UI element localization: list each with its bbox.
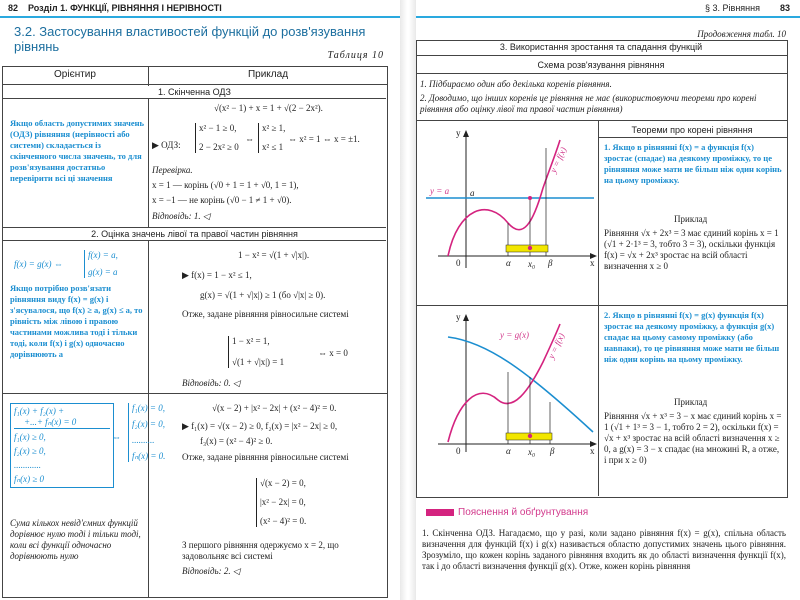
row2-equation: 1 − x² = √(1 + √|x|). xyxy=(238,250,310,260)
row3-box-line: fₙ(x) ≥ 0 xyxy=(14,474,45,484)
g1-a: a xyxy=(470,188,475,198)
row1-answer: Відповідь: 1. ◁ xyxy=(152,211,210,221)
row3-sys2-line: √(x − 2) = 0, xyxy=(260,478,306,488)
row2-sys2-line: √(1 + √|x|) = 1 xyxy=(232,357,285,367)
band-estimation: 2. Оцінка значень лівої та правої частин рівняння xyxy=(3,227,386,241)
explain-text: 1. Скінченна ОДЗ. Нагадаємо, що у разі, коли задано рівняння f(x) = g(x), спільна область визначення для функцій f(x) і g(x) називається областю допустимих значень цього рівняння. Зрозуміло, що кожен корінь заданого рівняння входить як до області визначення функції f(x), так і до області визначення функції g(x). Отже, кожен корінь рівняння xyxy=(422,528,786,571)
g1-alpha: α xyxy=(506,258,511,268)
row3-sys-line: .......... xyxy=(132,435,155,445)
odz-result: ⇔ x² = 1 ⇔ x = ±1. xyxy=(288,134,360,144)
row3-answer: Відповідь: 2. ◁ xyxy=(182,566,240,576)
band-finite-odz: 1. Скінченна ОДЗ xyxy=(3,86,386,99)
row2-step-3: Отже, задане рівняння рівносильне системі xyxy=(182,309,349,319)
scheme-title: Схема розв'язування рівняння xyxy=(537,60,665,70)
col-divider xyxy=(148,66,149,597)
row2-sys-result: ⇔ x = 0 xyxy=(318,348,348,358)
right-header-title: § 3. Рівняння xyxy=(705,3,760,13)
example-label-2: Приклад xyxy=(674,397,708,407)
g1-y-label: y xyxy=(456,128,461,138)
check-label: Перевірка. xyxy=(152,165,193,175)
theorem-2: 2. Якщо в рівнянні f(x) = g(x) функція f(x) зростає на деякому проміжку, а функція g(x) спадає на цьому самому проміжку (або навпаки), то це рівняння може мати не більш ніж один корінь на цьому проміжку. xyxy=(604,310,780,364)
row-divider xyxy=(416,305,787,306)
row3-box-line: f₁(x) + f₂(x) + xyxy=(14,406,65,416)
g2-y-label: y xyxy=(456,312,461,322)
g1-x-label: x xyxy=(590,258,595,268)
row3-box xyxy=(10,403,114,488)
g2-alpha: α xyxy=(506,446,511,456)
g1-yf: y = f(x) xyxy=(548,145,569,175)
header-rule xyxy=(416,16,800,18)
explain-marker xyxy=(426,509,454,516)
g1-ya: y = a xyxy=(430,186,450,196)
row2-sys-line: f(x) = a, xyxy=(88,250,118,260)
odz-sys2-line: x² ≤ 1 xyxy=(262,142,284,152)
theorems-title: Теореми про корені рівняння xyxy=(631,125,753,135)
row3-step-2: f₃(x) = (x² − 4)² ≥ 0. xyxy=(200,436,273,446)
right-page xyxy=(416,0,800,600)
row3-sys-line: f₂(x) = 0, xyxy=(132,419,165,429)
row1-guide-text: Якщо область допустимих значень (ОДЗ) рівняння (нерівності або системи) складається із скінченного числа значень, то для розв'язування достатньо перевірити всі ці значення xyxy=(10,118,144,183)
g2-x-label: x xyxy=(590,446,595,456)
row2-step-2: g(x) = √(1 + √|x|) ≥ 1 (бо √|x| ≥ 0). xyxy=(200,290,326,300)
section-title: 3.2. Застосування властивостей функцій до розв'язування рівнянь xyxy=(14,24,366,54)
row2-system xyxy=(228,336,284,368)
g1-x0: x₀ xyxy=(528,259,536,269)
header-divider xyxy=(2,84,387,85)
header-rule xyxy=(0,16,400,18)
row3-box-line: ............ xyxy=(14,460,41,470)
example-2: Рівняння √x + x³ = 3 − x має єдиний корінь x = 1 (√1 + 1³ = 3 − 1, тобто 2 = 2), оскільки f(x) = √x + x³ зростає на всій області визначення x ≥ 0, а g(x) = 3 − x спадає (на множині R, а отже, і при x ≥ 0) xyxy=(604,411,782,465)
g2-yg: y = g(x) xyxy=(500,330,530,340)
check-line-2: x = −1 — не корінь (√0 − 1 ≠ 1 + √0). xyxy=(152,195,292,205)
right-header xyxy=(416,0,800,16)
left-header-title: Розділ 1. ФУНКЦІЇ, РІВНЯННЯ І НЕРІВНОСТІ xyxy=(28,3,222,13)
g2-yf: y = f(x) xyxy=(546,331,567,361)
odz-system xyxy=(195,123,239,153)
g2-beta: β xyxy=(550,446,555,456)
row2-formula-system xyxy=(84,250,118,278)
example-1: Рівняння √x + 2x³ = 3 має єдиний корінь x = 1 (√1 + 2·1³ = 3, тобто 3 = 3), оскільки функція f(x) = √x + 2x³ зростає на всій області визначення x ≥ 0 xyxy=(604,228,779,271)
row3-system xyxy=(128,403,165,462)
row3-sys-line: f₁(x) = 0, xyxy=(132,403,165,413)
row3-sys2-line: (x² − 4)² = 0. xyxy=(260,516,307,526)
g1-beta: β xyxy=(548,258,553,268)
scheme-step-2: 2. Доводимо, що інших коренів це рівняння не має (використовуючи теореми про корені рівняння або оцінку лівої та правої частин рівняння) xyxy=(420,93,757,114)
row-divider xyxy=(599,137,787,138)
check-line-1: x = 1 — корінь (√0 + 1 = 1 + √0, 1 = 1), xyxy=(152,180,299,190)
continuation-caption: Продовження табл. 10 xyxy=(697,29,786,39)
scheme-step-1: 1. Підбираємо один або декілька коренів рівняння. xyxy=(420,79,612,89)
col-divider xyxy=(598,120,599,496)
left-header xyxy=(0,0,400,16)
row2-step-1: ▶ f(x) = 1 − x² ≤ 1, xyxy=(182,270,252,280)
row-divider xyxy=(416,73,787,74)
row1-odz-label xyxy=(152,140,181,151)
row3-step-4: З першого рівняння одержуємо x = 2, що задовольняє всі системі xyxy=(182,540,339,561)
row3-step-1: ▶ f₁(x) = √(x − 2) ≥ 0, f₂(x) = |x² − 2x| ≥ 0, xyxy=(182,421,338,431)
row2-guide-text: Якщо потрібно розв'язати рівняння виду f(x) = g(x) і з'ясувалося, що f(x) ≥ a, g(x) ≤ a, то рівність між лівою і правою частинами можлива тоді і тільки тоді, коли f(x) і g(x) одночасно дорівнюють a xyxy=(10,283,143,359)
row1-equation: √(x² − 1) + x = 1 + √(2 − 2x²). xyxy=(214,103,323,113)
odz-sys2-line: x² ≥ 1, xyxy=(262,123,286,133)
row2-formula-left: f(x) = g(x) xyxy=(14,259,52,269)
example-label-1: Приклад xyxy=(674,214,708,224)
row3-system-2 xyxy=(256,478,306,527)
odz-system-2 xyxy=(258,123,285,153)
odz-sys-line: 2 − 2x² ≥ 0 xyxy=(199,142,239,152)
col-header-guide: Орієнтир xyxy=(54,69,96,80)
table-caption: Таблиця 10 xyxy=(327,50,384,61)
row3-guide-text: Сума кількох невід'ємних функцій дорівнює нулю тоді і тільки тоді, коли всі функції одночасно дорівнюють нулю xyxy=(10,518,141,561)
row3-box-line: +...+ fₙ(x) = 0 xyxy=(14,417,110,429)
col-header-example: Приклад xyxy=(247,69,289,80)
row3-step-3: Отже, задане рівняння рівносильне системі xyxy=(182,452,349,462)
equiv-sign: ⇔ xyxy=(245,134,254,144)
odz-sys-line: x² − 1 ≥ 0, xyxy=(199,123,237,133)
row2-sys2-line: 1 − x² = 1, xyxy=(232,336,270,346)
g1-zero: 0 xyxy=(456,258,461,268)
row-divider xyxy=(416,55,787,56)
row-divider xyxy=(2,393,387,394)
row2-formula: f(x) = g(x) ⇔ xyxy=(14,259,63,269)
right-page-number: 83 xyxy=(779,3,790,13)
row3-sys2-line: |x² − 2x| = 0, xyxy=(260,497,306,507)
row3-equation: √(x − 2) + |x² − 2x| + (x² − 4)² = 0. xyxy=(212,403,337,413)
band-monotonic: 3. Використання зростання та спадання функцій xyxy=(499,42,703,52)
row2-answer: Відповідь: 0. ◁ xyxy=(182,378,240,388)
row-divider xyxy=(416,120,787,121)
row3-sys-line: fₙ(x) = 0. xyxy=(132,451,166,461)
row3-equiv: ⇔ xyxy=(112,432,121,442)
theorem-1: 1. Якщо в рівнянні f(x) = a функція f(x) зростає (спадає) на деякому проміжку, то це рівняння може мати не більш ніж один корінь на цьому проміжку. xyxy=(604,142,782,185)
explain-title: Пояснення й обґрунтування xyxy=(458,507,589,518)
g2-x0: x₀ xyxy=(528,447,536,457)
g2-zero: 0 xyxy=(456,446,461,456)
spine xyxy=(400,0,416,600)
row3-box-line: f₂(x) ≥ 0, xyxy=(14,446,46,456)
row3-box-line: f₁(x) ≥ 0, xyxy=(14,432,46,442)
odz-label: ▶ ОДЗ: xyxy=(152,140,181,150)
left-page-number: 82 xyxy=(8,3,19,13)
graph-f-equals-a xyxy=(418,128,598,278)
row2-sys-line: g(x) = a xyxy=(88,267,118,277)
